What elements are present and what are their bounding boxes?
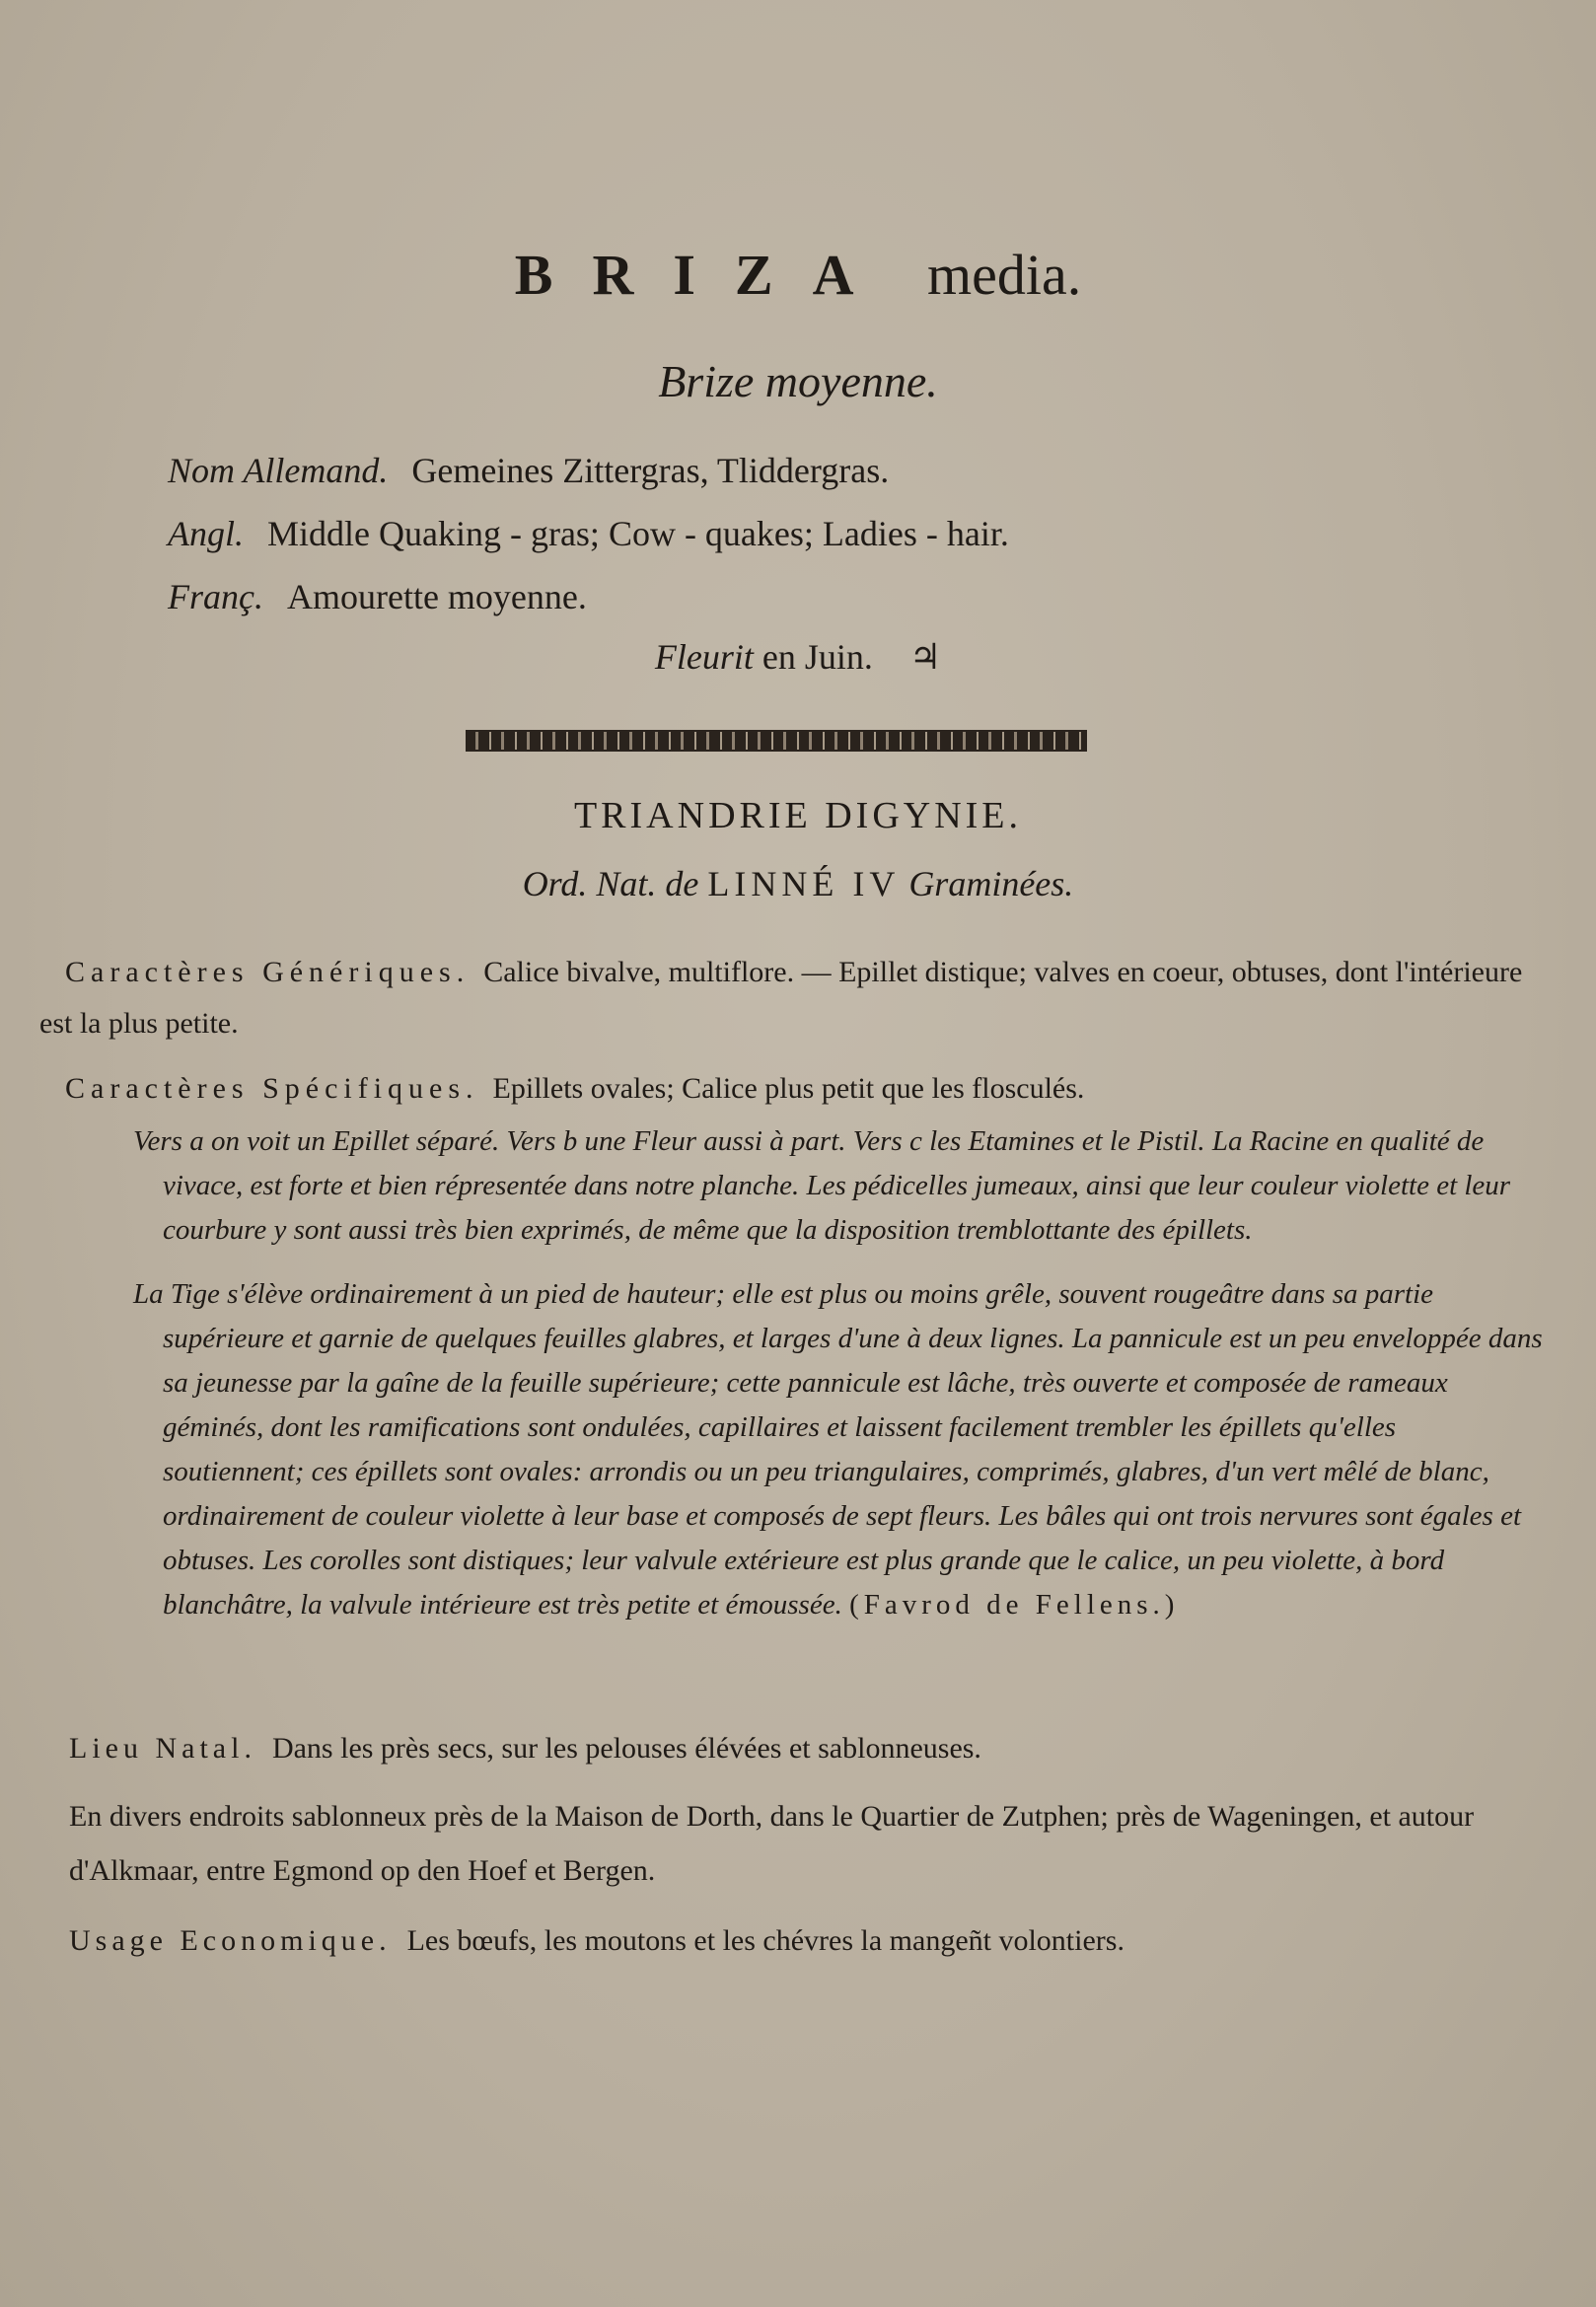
attribution: (Favrod de Fellens.) (849, 1589, 1180, 1621)
usage-section (69, 1913, 1539, 1968)
order-family: Graminées. (908, 864, 1074, 903)
habitat-line (69, 1721, 1539, 1775)
ornamental-divider (466, 730, 1087, 752)
characters-section (39, 947, 1549, 1128)
perennial-symbol-icon: ♃ (908, 637, 942, 677)
name-french (168, 565, 1450, 628)
linnaean-class: TRIANDRIE DIGYNIE. (573, 795, 1023, 836)
specific-characters (39, 1063, 1549, 1115)
characters-text: Epillets ovales; Calice plus petit que les flosculés. (492, 1072, 1085, 1105)
name-label: Franç. (168, 577, 263, 616)
name-text: Middle Quaking - gras; Cow - quakes; Ladies - hair. (267, 514, 1009, 553)
usage-label: Usage Economique. (69, 1924, 392, 1957)
natural-order (0, 863, 1596, 904)
flowering-text: en Juin. (762, 637, 873, 677)
name-label: Angl. (168, 514, 244, 553)
habitat-text: Dans les près secs, sur les pelouses élévées et sablonneuses. (271, 1732, 981, 1765)
order-prefix: Ord. Nat. de (522, 864, 699, 903)
generic-characters (39, 947, 1549, 1049)
species-name: media. (927, 243, 1082, 307)
name-text: Gemeines Zittergras, Tliddergras. (411, 451, 890, 490)
characters-text: Calice bivalve, multiflore. — Epillet distique; valves en coeur, obtuses, dont l'intérieure est la plus petite. (39, 956, 1523, 1040)
name-english (168, 502, 1450, 565)
description-paragraph: Vers a on voit un Epillet séparé. Vers b une Fleur aussi à part. Vers c les Etamines et le Pistil. La Racine en qualité de vivace, est forte et bien répresentée dans notre planche. Les pédicelles jumeaux, ainsi que leur couleur violette et leur courbure y sont aussi très bien exprimés, de même que la disposition tremblottante des épillets. (133, 1125, 1511, 1246)
characters-label: Caractères Génériques. (65, 956, 471, 988)
habitat-detail: En divers endroits sablonneux près de la Maison de Dorth, dans le Quartier de Zutphen; près de Wageningen, et autour d'Alkmaar, entre Egmond op den Hoef et Bergen. (69, 1800, 1475, 1887)
name-text: Amourette moyenne. (286, 577, 587, 616)
order-author: LINNÉ IV (707, 864, 901, 903)
name-label: Nom Allemand. (168, 451, 389, 490)
habitat-label: Lieu Natal. (69, 1732, 256, 1765)
characters-label: Caractères Spécifiques. (65, 1072, 479, 1105)
vernacular-names (168, 439, 1450, 628)
habitat-section (69, 1721, 1539, 1911)
page-title (0, 242, 1596, 308)
description-text: La Tige s'élève ordinairement à un pied de hauteur; elle est plus ou moins grêle, souvent rougeâtre dans sa partie supérieure et garnie de quelques feuilles glabres, et larges d'une à deux lignes. La pannicule est un peu enveloppée dans sa jeunesse par la gaîne de la feuille supérieure; cette pannicule est lâche, très ouverte et composée de rameaux géminés, dont les ramifications sont ondulées, capillaires et laissent facilement trembler les épillets qu'elles soutiennent; ces épillets sont ovales: arrondis ou un peu triangulaires, comprimés, glabres, d'un vert mêlé de blanc, ordinairement de couleur violette à leur base et composés de sept fleurs. Les bâles qui ont trois nervures sont égales et obtuses. Les corolles sont distiques; leur valvule extérieure est plus grande que le calice, un peu violette, à bord blanchâtre, la valvule intérieure est très petite et émoussée. (133, 1278, 1543, 1621)
name-german (168, 439, 1450, 502)
description-section (133, 1119, 1544, 1647)
french-common-name: Brize moyenne. (658, 356, 938, 406)
flowering-label: Fleurit (654, 637, 754, 677)
description-paragraph (133, 1272, 1544, 1627)
flowering-time (0, 636, 1596, 678)
usage-text: Les bœufs, les moutons et les chévres la mangeñt volontiers. (406, 1924, 1124, 1957)
genus-name: BRIZA (514, 243, 894, 307)
